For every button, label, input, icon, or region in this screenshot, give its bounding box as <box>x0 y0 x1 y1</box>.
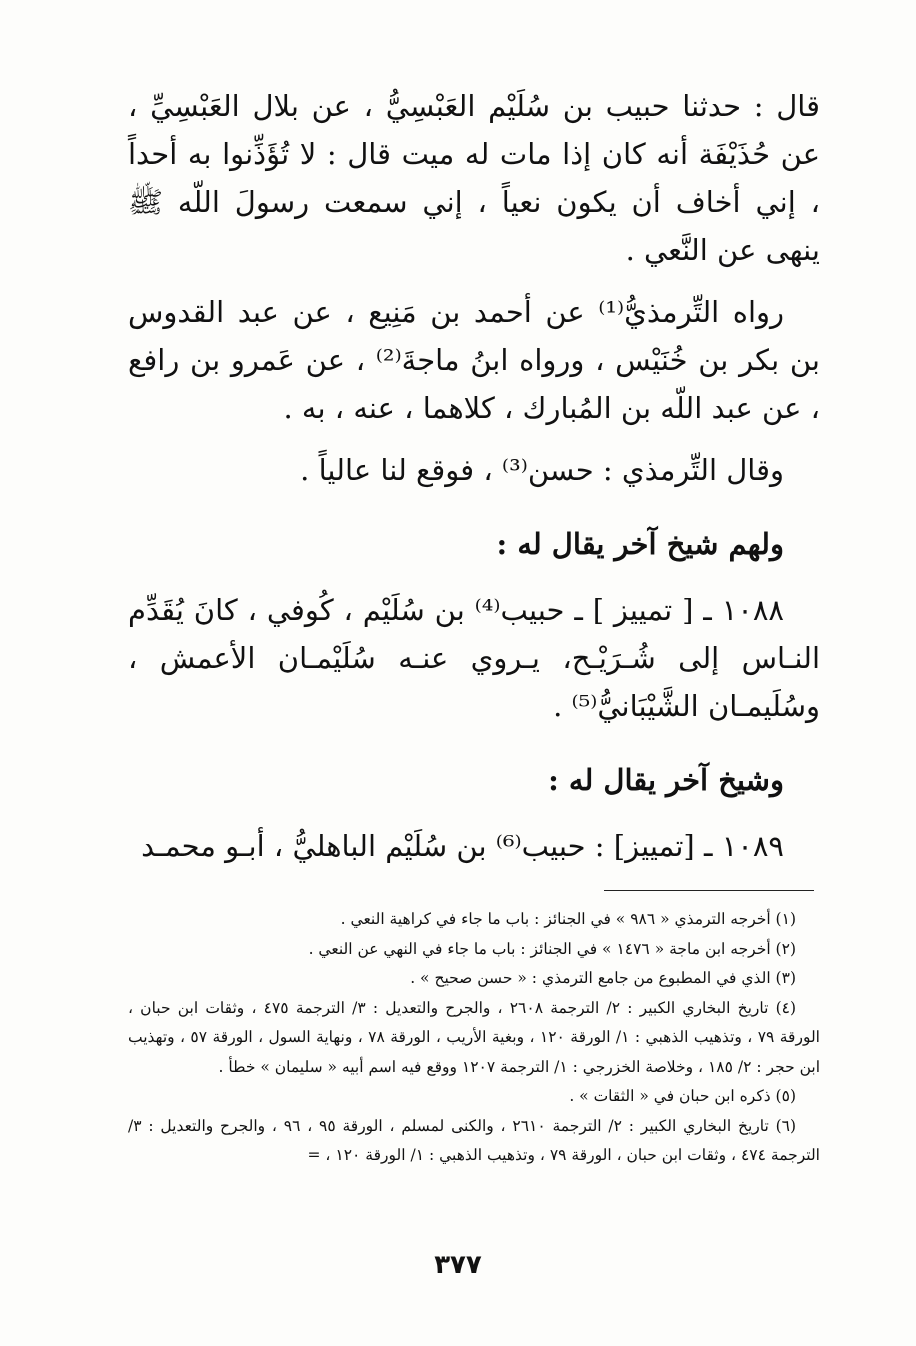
paragraph-hadith-text: قال : حدثنا حبيب بن سُلَيْم العَبْسِيُّ ، عن بلال العَبْسِيِّ ، عن حُذَيْفَة أنه كان إذا مات له ميت قال : لا تُؤَذِّنوا به أحداً ، إني أخاف أن يكون نعياً ، إني سمعت رسولَ اللّه ﷺ ينهى عن النَّعي . <box>128 89 820 267</box>
footnote-4: (٤) تاريخ البخاري الكبير : ٢/ الترجمة ٢٦٠٨ ، والجرح والتعديل : ٣/ الترجمة ٤٧٥ ، وثقات ابن حبان ، الورقة ٧٩ ، وتذهيب الذهبي : ١/ الورقة ١٢٠ ، وبغية الأريب ، الورقة ٧٨ ، ونهاية السول ، الورقة ٥٧ ، وتهذيب ابن حجر : ٢/ ١٨٥ ، وخلاصة الخزرجي : ١/ الترجمة ١٢٠٧ ووقع فيه اسم أبيه « سليمان » خطأ . <box>128 998 820 1076</box>
page-number: ٣٧٧ <box>434 1250 482 1280</box>
footnote-1: (١) أخرجه الترمذي « ٩٨٦ » في الجنائز : باب ما جاء في كراهية النعي . <box>340 910 796 928</box>
paragraph-narration: رواه التِّرمذيُّ⁽¹⁾ عن أحمد بن مَنِيع ، عن عبد القدوس بن بكر بن خُنَيْس ، ورواه ابنُ ماجةَ⁽²⁾ ، عن عَمرو بن رافع ، عن عبد اللّه بن المُبارك ، كلاهما ، عنه ، به . <box>128 295 820 425</box>
paragraph-tirmidhi-grading: وقال التِّرمذي : حسن⁽³⁾ ، فوقع لنا عالياً . <box>300 453 784 487</box>
footnote-2: (٢) أخرجه ابن ماجة « ١٤٧٦ » في الجنائز : باب ما جاء في النهي عن النعي . <box>308 939 796 958</box>
page-body <box>128 82 820 1171</box>
footnote-6: (٦) تاريخ البخاري الكبير : ٢/ الترجمة ٢٦١٠ ، والكنى لمسلم ، الورقة ٩٥ ، ٩٦ ، والجرح والتعديل : ٣/ الترجمة ٤٧٤ ، وثقات ابن حبان ، الورقة ٧٩ ، وتذهيب الذهبي : ١/ الورقة ١٢٠ ، = <box>128 1116 820 1164</box>
section-heading-other-shaykh: ولهم شيخ آخر يقال له : <box>496 527 784 561</box>
section-heading-another-shaykh: وشيخ آخر يقال له : <box>548 763 784 797</box>
entry-1089: ١٠٨٩ ـ [تمييز] : حبيب⁽⁶⁾ بن سُلَيْم الباهليُّ ، أبـو محمـد <box>141 829 784 863</box>
entry-1088: ١٠٨٨ ـ [ تمييز ] ـ حبيب⁽⁴⁾ بن سُلَيْم ، كُوفي ، كانَ يُقَدِّم النـاس إلى شُـرَيْـح، يـروي عنـه سُلَيْمـان الأعمش ، وسُلَيمـان الشَّيْبَانيُّ⁽⁵⁾ . <box>128 593 820 723</box>
footnotes <box>128 905 820 1171</box>
footnote-5: (٥) ذكره ابن حبان في « الثقات » . <box>569 1087 796 1105</box>
footnote-separator <box>128 890 820 891</box>
footnote-3: (٣) الذي في المطبوع من جامع الترمذي : « حسن صحيح » . <box>410 969 796 987</box>
